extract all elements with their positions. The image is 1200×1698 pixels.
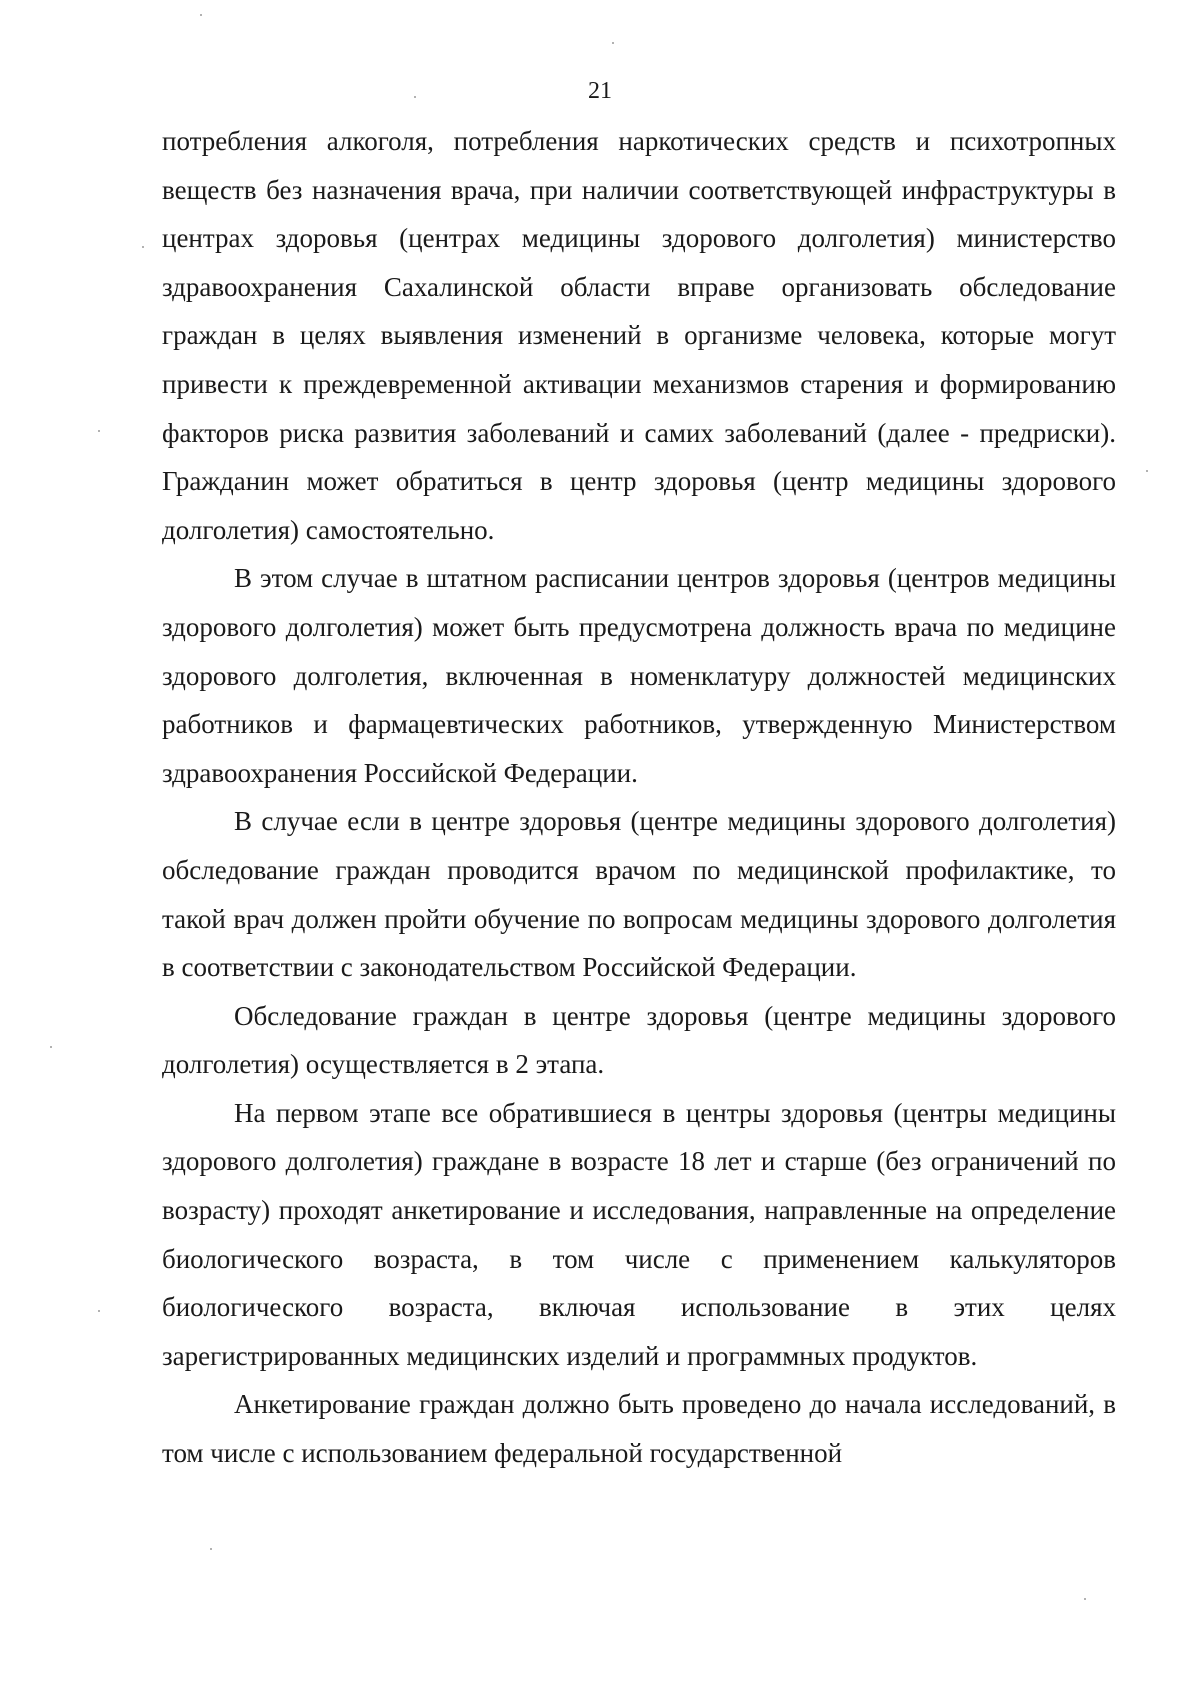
scan-speck <box>210 1548 212 1550</box>
paragraph-first-stage: На первом этапе все обратившиеся в центры здоровья (центры медицины здорового долголетия) граждане в возрасте 18 лет и старше (без ограничений по возрасту) проходят анкетирование и исследования, направленные на определение биологического возраста, в том числе с применением калькуляторов биологического возраста, включая использование в этих целях зарегистрированных медицинских изделий и программных продуктов. <box>162 1097 1116 1371</box>
body-text <box>162 117 1116 1478</box>
scan-speck <box>1146 470 1148 472</box>
paragraph-continuation: потребления алкоголя, потребления наркотических средств и психотропных веществ без назначения врача, при наличии соответствующей инфраструктуры в центрах здоровья (центрах медицины здорового долголетия) министерство здравоохранения Сахалинской области вправе организовать обследование граждан в целях выявления изменений в организме человека, которые могут привести к преждевременной активации механизмов старения и формированию факторов риска развития заболеваний и самих заболеваний (далее - предриски). Гражданин может обратиться в центр здоровья (центр медицины здорового долголетия) самостоятельно. <box>162 126 1116 545</box>
scan-speck <box>142 246 144 248</box>
paragraph-staff-position: В этом случае в штатном расписании центров здоровья (центров медицины здорового долголетия) может быть предусмотрена должность врача по медицине здорового долголетия, включенная в номенклатуру должностей медицинских работников и фармацевтических работников, утвержденную Министерством здравоохранения Российской Федерации. <box>162 563 1116 788</box>
scan-speck <box>200 14 202 16</box>
scan-speck <box>1084 1598 1086 1600</box>
scan-speck <box>50 1046 52 1048</box>
scan-speck <box>98 1310 100 1312</box>
scan-speck <box>612 42 614 44</box>
paragraph-questionnaire: Анкетирование граждан должно быть проведено до начала исследований, в том числе с использованием федеральной государственной <box>162 1389 1116 1469</box>
page-number: 21 <box>588 78 612 104</box>
scan-speck <box>98 430 100 432</box>
paragraph-two-stages: Обследование граждан в центре здоровья (центре медицины здорового долголетия) осуществляется в 2 этапа. <box>162 1000 1116 1080</box>
scan-speck <box>414 96 416 98</box>
paragraph-prevention-doctor: В случае если в центре здоровья (центре медицины здорового долголетия) обследование граждан проводится врачом по медицинской профилактике, то такой врач должен пройти обучение по вопросам медицины здорового долголетия в соответствии с законодательством Российской Федерации. <box>162 806 1116 983</box>
